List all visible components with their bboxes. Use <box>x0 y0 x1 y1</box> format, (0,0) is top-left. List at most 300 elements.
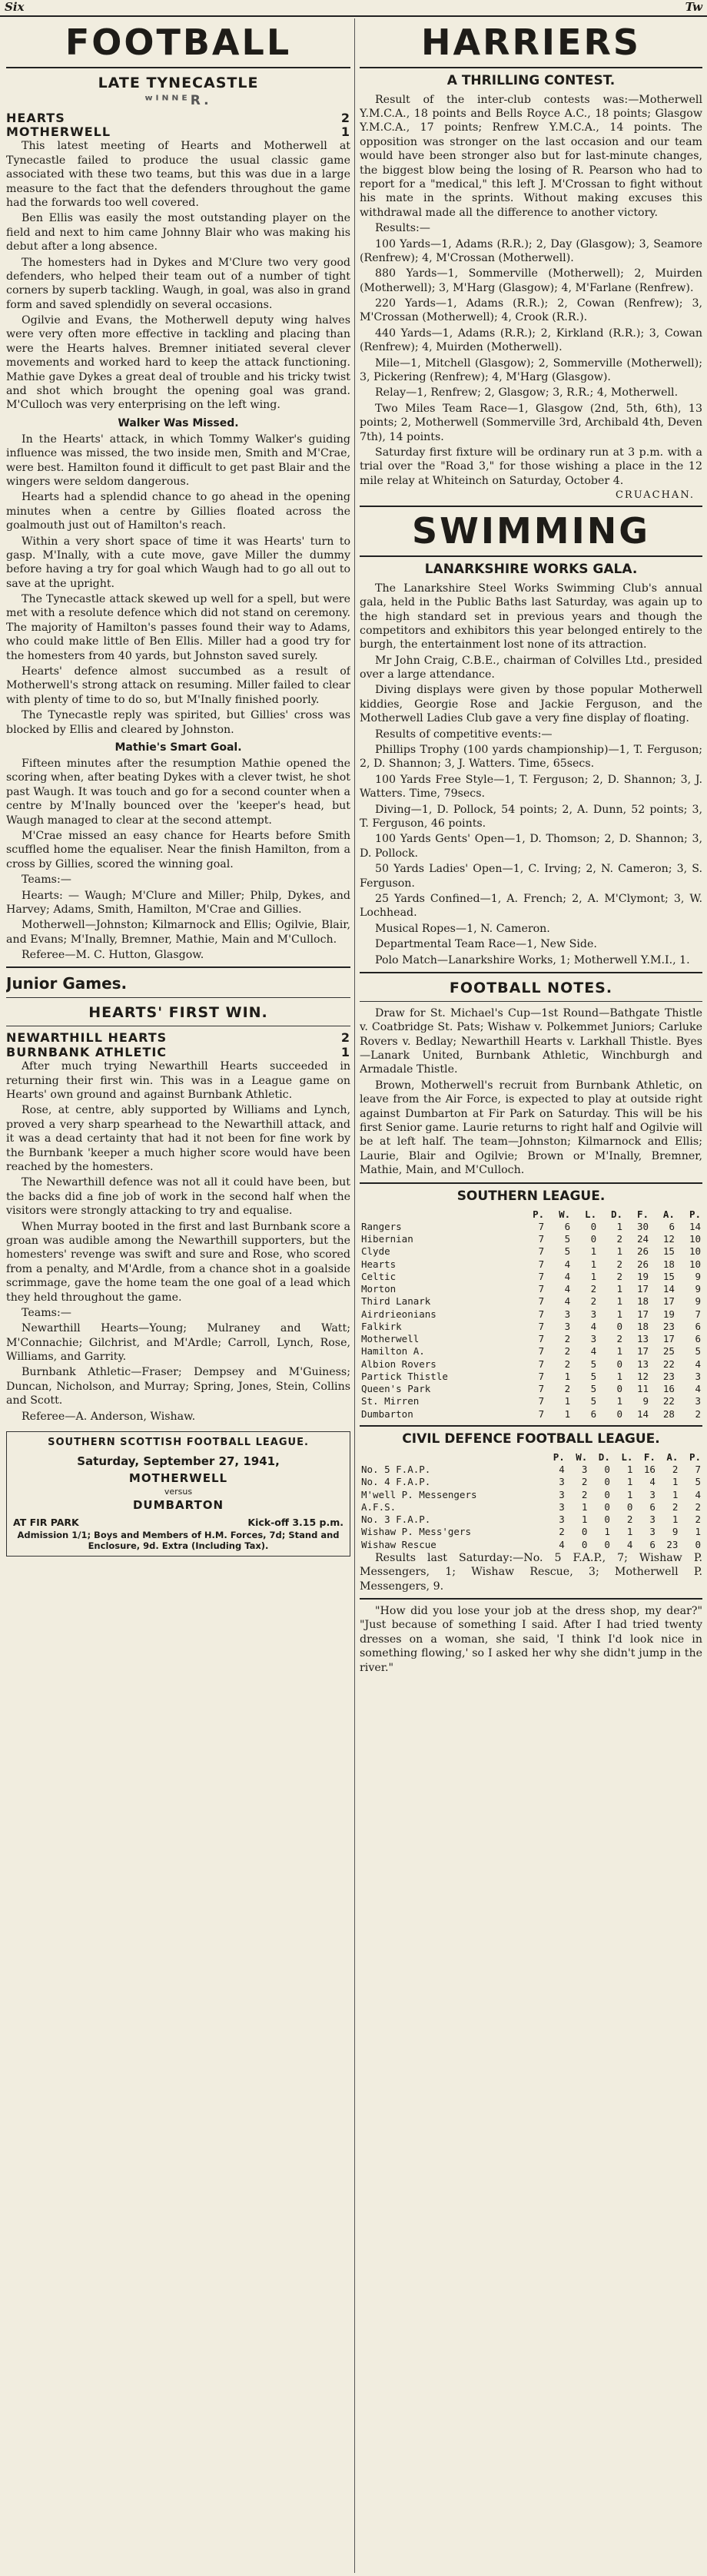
stat-cell: 7 <box>695 1464 701 1476</box>
page-header <box>0 0 707 15</box>
paragraph: Diving displays were given by those popular Motherwell kiddies, Georgie Rose and Jackie Ferguson, and the Motherwell Ladies Club gave a very fine display of floating. <box>360 684 702 725</box>
league-table <box>360 1451 702 1551</box>
team-cell: Queen's Park <box>361 1383 431 1395</box>
stat-cell: 10 <box>689 1258 701 1270</box>
civil-defence-table <box>360 1431 702 1593</box>
stat-cell: 7 <box>538 1245 545 1258</box>
stat-cell: 10 <box>689 1233 701 1245</box>
paragraph: The Lanarkshire Steel Works Swimming Club's annual gala, held in the Public Baths last Saturday, was again up to the high standard set in previous years and though the competitors and exhibitors this year belonged entirely to the burgh, the entertainment lost none of its attraction. <box>360 582 702 651</box>
swimming-section-title: SWIMMING <box>412 510 650 552</box>
team-cell: Wishaw Rescue <box>361 1538 436 1550</box>
table-row <box>360 1526 702 1538</box>
home-team: HEARTS <box>6 110 65 125</box>
stat-cell: 10 <box>689 1245 701 1258</box>
stat-cell: 7 <box>538 1270 545 1282</box>
stat-cell: 15 <box>662 1245 675 1258</box>
divider <box>360 1182 702 1184</box>
stat-cell: 16 <box>662 1383 675 1395</box>
junior-report <box>6 974 350 1424</box>
table-row <box>360 1333 702 1345</box>
team-cell: St. Mirren <box>361 1395 420 1407</box>
team-cell: Dumbarton <box>361 1407 413 1420</box>
stat-cell: 6 <box>649 1538 656 1550</box>
league-heading: SOUTHERN LEAGUE. <box>456 1188 606 1204</box>
page-number: Six <box>5 0 25 14</box>
stat-cell: 1 <box>564 1407 571 1420</box>
stat-cell: 5 <box>564 1233 571 1245</box>
referee: Referee—M. C. Hutton, Glasgow. <box>22 949 204 962</box>
paragraph: Saturday first fixture will be ordinary run at 3 p.m. with a trial over the "Road 3," for those wishing a place in the 12 mile relay at Whiteinch on Saturday, October 4. <box>360 446 702 487</box>
stat-cell: 17 <box>636 1283 649 1295</box>
stat-cell: 1 <box>616 1283 623 1295</box>
stat-cell: 2 <box>564 1333 571 1345</box>
column-header: W. <box>559 1208 571 1220</box>
divider <box>360 506 702 507</box>
table-row <box>360 1245 702 1258</box>
paragraph: Brown, Motherwell's recruit from Burnbank Athletic, on leave from the Air Force, is expected to play at outside right against Dumbarton at Fir Park on Saturday. This will be his first Senior game. Laurie returns to right half and Ogilvie will be at left half. The team—Johnston; Kilmarnock and Ellis; Laurie, Blair and Ogilvie; Brown or M'Inally, Bremner, Mathie, Main, and M'Culloch. <box>360 1079 702 1177</box>
league-table <box>360 1208 702 1421</box>
result-line: 220 Yards—1, Adams (R.R.); 2, Cowan (Renfrew); 3, M'Crossan (Motherwell); 4, Crook (R.R.). <box>360 297 702 324</box>
team-cell: Motherwell <box>361 1333 420 1345</box>
stat-cell: 7 <box>538 1395 545 1407</box>
stat-cell: 17 <box>662 1295 675 1308</box>
match-report <box>6 75 350 963</box>
stat-cell: 1 <box>564 1395 571 1407</box>
stat-cell: 3 <box>590 1333 597 1345</box>
stat-cell: 3 <box>590 1308 597 1320</box>
home-score: 2 <box>340 1030 350 1046</box>
team-cell: Morton <box>361 1283 397 1295</box>
stat-cell: 2 <box>590 1295 597 1308</box>
table-row <box>360 1283 702 1295</box>
table-row <box>360 1513 702 1526</box>
stat-cell: 23 <box>662 1370 675 1382</box>
stat-cell: 6 <box>649 1500 656 1513</box>
score-line-home <box>6 1031 350 1045</box>
stat-cell: 25 <box>662 1345 675 1358</box>
stat-cell: 0 <box>590 1220 597 1232</box>
stat-cell: 6 <box>564 1220 571 1232</box>
notes-heading: FOOTBALL NOTES. <box>449 979 613 996</box>
stat-cell: 4 <box>564 1270 571 1282</box>
team-cell: Albion Rovers <box>361 1358 436 1370</box>
stat-cell: 7 <box>538 1345 545 1358</box>
stat-cell: 6 <box>695 1333 701 1345</box>
stat-cell: 0 <box>616 1358 623 1370</box>
stat-cell: 0 <box>581 1538 588 1550</box>
divider <box>6 966 350 968</box>
stat-cell: 5 <box>590 1383 597 1395</box>
column-header: D. <box>611 1208 623 1220</box>
score-line-away <box>6 125 350 139</box>
harriers-report <box>360 73 702 502</box>
team-cell: No. 3 F.A.P. <box>361 1513 431 1526</box>
junior-section-title: Junior Games. <box>6 974 128 993</box>
stat-cell: 2 <box>564 1358 571 1370</box>
divider <box>6 997 350 998</box>
header-rule <box>0 15 707 17</box>
table-row <box>360 1233 702 1245</box>
advert-home-team: MOTHERWELL <box>128 1471 228 1486</box>
stat-cell: 3 <box>564 1320 571 1332</box>
stat-cell: 19 <box>636 1270 649 1282</box>
away-team: BURNBANK ATHLETIC <box>6 1044 168 1059</box>
stat-cell: 0 <box>616 1383 623 1395</box>
stat-cell: 1 <box>626 1464 633 1476</box>
table-row <box>360 1308 702 1321</box>
paragraph: After much trying Newarthill Hearts succeeded in returning their first win. This was in a League game on Hearts' own ground and against Burnbank Athletic. <box>6 1060 350 1102</box>
football-notes <box>360 980 702 1178</box>
advert-venue-line <box>13 1517 344 1528</box>
teams-label: Teams:— <box>22 874 71 887</box>
column-header: D. <box>598 1450 610 1463</box>
stat-cell: 2 <box>616 1270 623 1282</box>
stat-cell: 15 <box>662 1270 675 1282</box>
league-header-row <box>360 1208 702 1221</box>
stat-cell: 7 <box>538 1295 545 1308</box>
away-score: 1 <box>340 124 350 139</box>
stat-cell: 4 <box>590 1345 597 1358</box>
stat-cell: 24 <box>636 1233 649 1245</box>
stat-cell: 2 <box>695 1500 701 1513</box>
team-cell: Partick Thistle <box>361 1370 448 1382</box>
team-cell: Rangers <box>361 1220 402 1232</box>
divider <box>360 1598 702 1600</box>
paragraph: Rose, at centre, ably supported by Williams and Lynch, proved a very sharp spearhead to the Newarthill attack, and it was a dead certainty that had it not been for fine work by the Burnbank 'keeper a much higher score would have been reached by the homesters. <box>6 1104 350 1173</box>
column-header: L. <box>621 1450 633 1463</box>
team-cell: Wishaw P. Mess'gers <box>361 1526 471 1538</box>
stat-cell: 0 <box>604 1513 610 1526</box>
match-subheading: ʷᴵᴺᴺᴱR. <box>144 92 212 108</box>
stat-cell: 5 <box>695 1345 701 1358</box>
stat-cell: 0 <box>616 1407 623 1420</box>
harriers-section-title: HARRIERS <box>420 22 642 63</box>
stat-cell: 2 <box>564 1383 571 1395</box>
swimming-report <box>360 562 702 967</box>
stat-cell: 13 <box>636 1333 649 1345</box>
column-header: L. <box>585 1208 597 1220</box>
table-row <box>360 1408 702 1421</box>
paragraph: Result of the inter-club contests was:—Motherwell Y.M.C.A., 18 points and Bells Royce A.C., 18 points; Glasgow Y.M.C.A., 17 points; Renfrew Y.M.C.A., 14 points. The opposition was stronger on the last occasion and our team would have been stronger also but for last-minute changes, the biggest blow being the losing of R. Pearson who had to report for a "medical," this left J. M'Crossan to fight without his mate in the sprints. Without making excuses this withdrawal made all the difference to another victory. <box>360 93 702 219</box>
paragraph: The Newarthill defence was not all it could have been, but the backs did a fine job of work in the second half when the visitors were strongly attacking to try and equalise. <box>6 1176 350 1218</box>
team-cell: No. 5 F.A.P. <box>361 1464 431 1476</box>
table-row <box>360 1539 702 1551</box>
table-row <box>360 1371 702 1383</box>
table-row <box>360 1489 702 1501</box>
paragraph: Results of competitive events:— <box>375 728 553 741</box>
result-line: 100 Yards—1, Adams (R.R.); 2, Day (Glasgow); 3, Seamore (Renfrew); 4, M'Crossan (Motherwell). <box>360 237 702 264</box>
paragraph: The homesters had in Dykes and M'Clure two very good defenders, who helped their team out of a number of tight corners by superb tackling. Waugh, in goal, was also in grand form and saved splendidly on several occasions. <box>6 256 350 311</box>
table-row <box>360 1464 702 1476</box>
stat-cell: 9 <box>695 1270 701 1282</box>
team-cell: Celtic <box>361 1270 397 1282</box>
stat-cell: 19 <box>662 1308 675 1320</box>
divider <box>360 67 702 68</box>
stat-cell: 2 <box>581 1476 588 1488</box>
result-line: 880 Yards—1, Sommerville (Motherwell); 2, Muirden (Motherwell); 3, M'Harg (Glasgow); 4, M'Farlane (Renfrew). <box>360 267 702 294</box>
divider <box>360 972 702 973</box>
stat-cell: 0 <box>695 1538 701 1550</box>
stat-cell: 2 <box>590 1283 597 1295</box>
paragraph: Hearts' defence almost succumbed as a result of Motherwell's strong attack on resuming. Miller failed to clear with plenty of time to do so, but M'Inally finished poorly. <box>6 665 350 706</box>
stat-cell: 2 <box>672 1464 679 1476</box>
team-cell: A.F.S. <box>361 1500 397 1513</box>
advert-title: SOUTHERN SCOTTISH FOOTBALL LEAGUE. <box>48 1437 309 1449</box>
referee: Referee—A. Anderson, Wishaw. <box>22 1410 196 1423</box>
result-line: Two Miles Team Race—1, Glasgow (2nd, 5th, 6th), 13 points; 2, Motherwell (Sommerville 3rd, Archibald 4th, Deven 7th), 14 points. <box>360 402 702 443</box>
stat-cell: 4 <box>564 1283 571 1295</box>
column-header: A. <box>662 1208 675 1220</box>
harriers-heading: A THRILLING CONTEST. <box>446 72 616 88</box>
advert-away-team: DUMBARTON <box>132 1498 224 1513</box>
stat-cell: 22 <box>662 1395 675 1407</box>
stat-cell: 5 <box>695 1476 701 1488</box>
stat-cell: 1 <box>672 1476 679 1488</box>
team-cell: Hamilton A. <box>361 1345 425 1358</box>
home-team: NEWARTHILL HEARTS <box>6 1030 168 1046</box>
stat-cell: 9 <box>695 1295 701 1308</box>
home-score: 2 <box>340 110 350 125</box>
divider <box>360 1001 702 1002</box>
advert-kickoff: Kick-off 3.15 p.m. <box>247 1517 344 1529</box>
stat-cell: 18 <box>636 1320 649 1332</box>
results-paragraph: Results last Saturday:—No. 5 F.A.P., 7; Wishaw P. Messengers, 1; Wishaw Rescue, 3; Motherwell P. Messengers, 9. <box>360 1551 702 1593</box>
paragraph: Ben Ellis was easily the most outstanding player on the field and next to him came Johnny Blair who was making his debut after a long absence. <box>6 212 350 254</box>
stat-cell: 4 <box>590 1320 597 1332</box>
stat-cell: 6 <box>669 1220 675 1232</box>
stat-cell: 0 <box>616 1320 623 1332</box>
stat-cell: 4 <box>695 1358 701 1370</box>
stat-cell: 3 <box>649 1513 656 1526</box>
page-date-fragment: Tw <box>685 0 702 14</box>
paragraph: Draw for St. Michael's Cup—1st Round—Bathgate Thistle v. Coatbridge St. Pats; Wishaw v. Polkemmet Juniors; Carluke Rovers v. Bedlay; Newarthill Hearts v. Larkhall Thistle. Byes—Lanark United, Burnbank Athletic, Winchburgh and Armadale Thistle. <box>360 1006 702 1076</box>
stat-cell: 4 <box>559 1538 565 1550</box>
stat-cell: 28 <box>662 1407 675 1420</box>
away-lineup: Burnbank Athletic—Fraser; Dempsey and M'Guiness; Duncan, Nicholson, and Murray; Spring, Jones, Stein, Collins and Scott. <box>6 1366 350 1407</box>
results-label: Results:— <box>375 222 430 235</box>
result-line: Relay—1, Renfrew; 2, Glasgow; 3, R.R.; 4, Motherwell. <box>375 386 679 399</box>
paragraph: When Murray booted in the first and last Burnbank score a groan was audible among the Newarthill supporters, but the homesters' revenge was swift and sure and Rose, who scored from a penalty, and M'Ardle, from a chance shot in a goalside scrimmage, gave the home team the one goal of a lead which they held throughout the game. <box>6 1220 350 1304</box>
stat-cell: 0 <box>604 1500 610 1513</box>
column-header: A. <box>666 1450 679 1463</box>
paragraph: M'Crae missed an easy chance for Hearts before Smith scuffled home the equaliser. Near the finish Hamilton, from a cross by Gillies, scored the winning goal. <box>6 829 350 870</box>
table-row <box>360 1271 702 1283</box>
paragraph: Ogilvie and Evans, the Motherwell deputy wing halves were very often more effective in tackling and placing than were the Hearts halves. Bremner initiated several clever movements and worked hard to keep the attack functioning. Mathie gave Dykes a great deal of trouble and his tricky twist and shot which brought the opening goal was grand. M'Culloch was very enterprising on the left wing. <box>6 314 350 412</box>
stat-cell: 1 <box>590 1258 597 1270</box>
team-cell: Hibernian <box>361 1233 413 1245</box>
stat-cell: 7 <box>538 1220 545 1232</box>
advert-venue: AT FIR PARK <box>13 1517 79 1529</box>
score-line-home <box>6 111 350 125</box>
paragraph: In the Hearts' attack, in which Tommy Walker's guiding influence was missed, the two inside men, Smith and M'Crae, were best. Hamilton found it difficult to get past Blair and the wingers were seldom dangerous. <box>6 433 350 488</box>
stat-cell: 5 <box>590 1370 597 1382</box>
stat-cell: 0 <box>604 1538 610 1550</box>
stat-cell: 1 <box>626 1476 633 1488</box>
paragraph: The Tynecastle attack skewed up well for a spell, but were met with a resolute defence which did not stand on ceremony. The majority of Hamilton's passes found their way to Adams, who could make little of Ben Ellis. Miller had a good try for the homesters from 40 yards, but Johnston saved surely. <box>6 593 350 662</box>
column-header: P. <box>689 1450 701 1463</box>
table-row <box>360 1383 702 1395</box>
stat-cell: 4 <box>695 1383 701 1395</box>
stat-cell: 2 <box>616 1333 623 1345</box>
paragraph: Within a very short space of time it was Hearts' turn to gasp. M'Inally, with a cute move, gave Miller the dummy before having a try for goal which Waugh had to go all out to save at the upright. <box>6 535 350 590</box>
match-heading: LATE TYNECASTLE <box>98 74 259 91</box>
stat-cell: 7 <box>538 1383 545 1395</box>
away-score: 1 <box>340 1044 350 1059</box>
stat-cell: 12 <box>662 1233 675 1245</box>
stat-cell: 1 <box>695 1526 701 1538</box>
stat-cell: 7 <box>538 1333 545 1345</box>
stat-cell: 2 <box>616 1233 623 1245</box>
stat-cell: 0 <box>590 1233 597 1245</box>
stat-cell: 16 <box>643 1464 656 1476</box>
stat-cell: 26 <box>636 1245 649 1258</box>
table-row <box>360 1321 702 1333</box>
joke-paragraph: "How did you lose your job at the dress shop, my dear?" "Just because of something I said. After I had tried twenty dresses on a woman, she said, 'I think I'd look nice in something flowing,' so I asked her why she didn't jump in the river." <box>360 1605 702 1674</box>
stat-cell: 7 <box>538 1407 545 1420</box>
stat-cell: 2 <box>672 1500 679 1513</box>
column-header-team <box>360 1451 543 1464</box>
teams-label: Teams:— <box>22 1306 71 1319</box>
stat-cell: 3 <box>559 1488 565 1500</box>
result-line: Departmental Team Race—1, New Side. <box>375 938 597 951</box>
team-cell: Falkirk <box>361 1320 402 1332</box>
stat-cell: 23 <box>666 1538 679 1550</box>
left-column <box>6 20 350 2571</box>
stat-cell: 3 <box>695 1395 701 1407</box>
stat-cell: 2 <box>559 1526 565 1538</box>
stat-cell: 0 <box>581 1526 588 1538</box>
advert-prices: Admission 1/1; Boys and Members of H.M. Forces, 7d; Stand and Enclosure, 9d. Extra (Including Tax). <box>17 1530 340 1552</box>
stat-cell: 23 <box>662 1320 675 1332</box>
home-lineup: Hearts: — Waugh; M'Clure and Miller; Philp, Dykes, and Harvey; Adams, Smith, Hamilton, M'Crae and Gillies. <box>6 889 350 916</box>
result-line: Mile—1, Mitchell (Glasgow); 2, Sommerville (Motherwell); 3, Pickering (Renfrew); 4, M'Harg (Glasgow). <box>360 356 702 384</box>
stat-cell: 1 <box>616 1308 623 1320</box>
home-lineup: Newarthill Hearts—Young; Mulraney and Watt; M'Connachie; Gilchrist, and M'Ardle; Carroll, Lynch, Rose, Williams, and Garrity. <box>6 1322 350 1364</box>
stat-cell: 1 <box>590 1245 597 1258</box>
stat-cell: 13 <box>636 1358 649 1370</box>
league-heading: CIVIL DEFENCE FOOTBALL LEAGUE. <box>402 1431 660 1447</box>
table-row <box>360 1258 702 1271</box>
stat-cell: 5 <box>590 1395 597 1407</box>
team-cell: No. 4 F.A.P. <box>361 1476 431 1488</box>
stat-cell: 7 <box>538 1308 545 1320</box>
table-row <box>360 1345 702 1358</box>
right-column <box>360 20 702 2571</box>
result-line: Phillips Trophy (100 yards championship)—1, T. Ferguson; 2, D. Shannon; 3, J. Watters. Time, 65secs. <box>360 744 702 771</box>
stat-cell: 17 <box>636 1308 649 1320</box>
stat-cell: 12 <box>636 1370 649 1382</box>
stat-cell: 30 <box>636 1220 649 1232</box>
result-line: 100 Yards Free Style—1, T. Ferguson; 2, D. Shannon; 3, J. Watters. Time, 79secs. <box>360 773 702 801</box>
column-header: P. <box>689 1208 701 1220</box>
stat-cell: 3 <box>559 1476 565 1488</box>
stat-cell: 0 <box>626 1500 633 1513</box>
advert-date: Saturday, September 27, 1941, <box>77 1454 280 1469</box>
stat-cell: 1 <box>626 1526 633 1538</box>
divider <box>360 1425 702 1427</box>
stat-cell: 0 <box>604 1488 610 1500</box>
stat-cell: 22 <box>662 1358 675 1370</box>
stat-cell: 4 <box>626 1538 633 1550</box>
away-team: MOTHERWELL <box>6 124 111 139</box>
column-header: P. <box>553 1450 565 1463</box>
stat-cell: 0 <box>604 1476 610 1488</box>
stat-cell: 1 <box>672 1488 679 1500</box>
away-lineup: Motherwell—Johnston; Kilmarnock and Ellis; Ogilvie, Blair, and Evans; M'Inally, Bremner, Mathie, Main and M'Culloch. <box>6 919 350 946</box>
stat-cell: 7 <box>538 1283 545 1295</box>
result-line: 100 Yards Gents' Open—1, D. Thomson; 2, D. Shannon; 3, D. Pollock. <box>360 833 702 860</box>
column-header-team <box>360 1208 519 1221</box>
stat-cell: 4 <box>649 1476 656 1488</box>
stat-cell: 1 <box>616 1220 623 1232</box>
stat-cell: 4 <box>564 1295 571 1308</box>
stat-cell: 2 <box>695 1513 701 1526</box>
column-header: P. <box>533 1208 545 1220</box>
stat-cell: 1 <box>626 1488 633 1500</box>
stat-cell: 11 <box>636 1383 649 1395</box>
stat-cell: 1 <box>581 1500 588 1513</box>
stat-cell: 0 <box>604 1464 610 1476</box>
result-line: 25 Yards Confined—1, A. French; 2, A. M'Clymont; 3, W. Lochhead. <box>360 892 702 920</box>
column-header: W. <box>576 1450 588 1463</box>
result-line: Polo Match—Lanarkshire Works, 1; Motherwell Y.M.I., 1. <box>375 953 690 966</box>
stat-cell: 6 <box>590 1407 597 1420</box>
divider <box>360 555 702 557</box>
paragraph: This latest meeting of Hearts and Motherwell at Tynecastle failed to produce the usual classic game associated with these two teams, but this was due in a large measure to the fact that the defenders throughout the game had the forwards too well covered. <box>6 140 350 209</box>
result-line: 440 Yards—1, Adams (R.R.); 2, Kirkland (R.R.); 3, Cowan (Renfrew); 4, Muirden (Motherwell). <box>360 327 702 354</box>
stat-cell: 7 <box>538 1233 545 1245</box>
stat-cell: 7 <box>538 1358 545 1370</box>
team-cell: Airdrieonians <box>361 1308 436 1320</box>
stat-cell: 4 <box>559 1464 565 1476</box>
stat-cell: 1 <box>616 1245 623 1258</box>
stat-cell: 26 <box>636 1258 649 1270</box>
stat-cell: 17 <box>662 1333 675 1345</box>
team-cell: M'well P. Messengers <box>361 1488 477 1500</box>
stat-cell: 18 <box>636 1295 649 1308</box>
swimming-heading: LANARKSHIRE WORKS GALA. <box>424 561 638 577</box>
paragraph: The Tynecastle reply was spirited, but Gillies' cross was blocked by Ellis and cleared by Johnston. <box>6 709 350 736</box>
team-cell: Clyde <box>361 1245 390 1258</box>
stat-cell: 3 <box>559 1500 565 1513</box>
stat-cell: 2 <box>616 1258 623 1270</box>
football-section-title: FOOTBALL <box>65 22 292 63</box>
stat-cell: 1 <box>616 1370 623 1382</box>
stat-cell: 3 <box>695 1370 701 1382</box>
column-divider <box>354 18 355 2573</box>
stat-cell: 1 <box>616 1395 623 1407</box>
result-line: 50 Yards Ladies' Open—1, C. Irving; 2, N. Cameron; 3, S. Ferguson. <box>360 863 702 890</box>
stat-cell: 3 <box>564 1308 571 1320</box>
paragraph: Fifteen minutes after the resumption Mathie opened the scoring when, after beating Dykes with a clever twist, he shot past Waugh. It was touch and go for a second counter when a centre by M'Inally bounced over the 'keeper's head, but Waugh managed to clear at the second attempt. <box>6 758 350 827</box>
stat-cell: 2 <box>695 1407 701 1420</box>
table-row <box>360 1501 702 1513</box>
stat-cell: 14 <box>689 1220 701 1232</box>
divider <box>6 67 350 68</box>
subheading: Walker Was Missed. <box>118 416 239 429</box>
stat-cell: 9 <box>642 1395 649 1407</box>
stat-cell: 1 <box>616 1295 623 1308</box>
stat-cell: 7 <box>538 1258 545 1270</box>
stat-cell: 1 <box>616 1345 623 1358</box>
stat-cell: 14 <box>636 1407 649 1420</box>
result-line: Musical Ropes—1, N. Cameron. <box>375 922 550 935</box>
table-row <box>360 1221 702 1233</box>
stat-cell: 1 <box>564 1370 571 1382</box>
paragraph: Hearts had a splendid chance to go ahead in the opening minutes when a centre by Gillies floated across the goalmouth just out of Hamilton's reach. <box>6 491 350 532</box>
stat-cell: 4 <box>564 1258 571 1270</box>
stat-cell: 7 <box>538 1370 545 1382</box>
